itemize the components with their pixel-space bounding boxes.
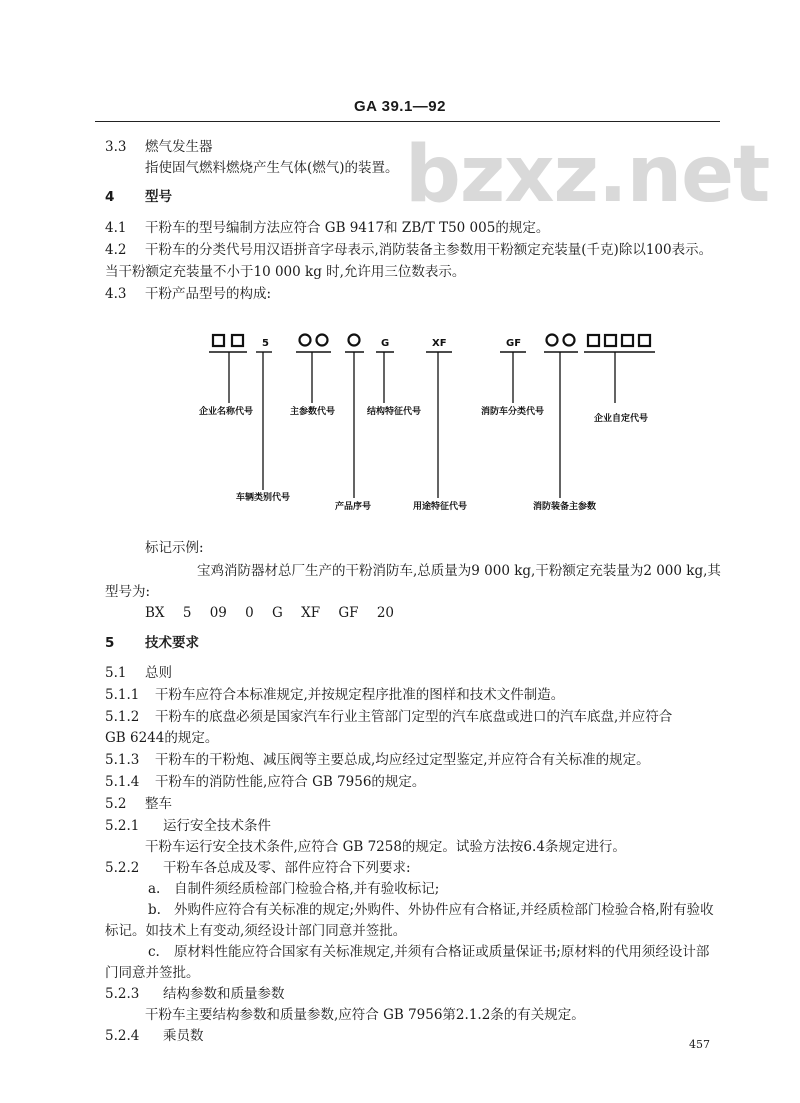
section-number: 5.2.2 (105, 860, 140, 876)
leader-lines (229, 352, 615, 498)
section-5-1-4 (105, 772, 425, 792)
page-number: 457 (689, 1038, 710, 1051)
circle-symbol (349, 335, 360, 346)
paragraph-text: 干粉车的消防性能,应符合 GB 7956的规定。 (155, 774, 426, 790)
section-5-1-heading (105, 663, 172, 683)
section-number: 5.1.2 (105, 709, 140, 725)
example-model-code: BX 5 09 0 G XF GF 20 (145, 605, 395, 621)
box-symbol (622, 335, 633, 346)
paragraph-text: 干粉车的底盘必须是国家汽车行业主管部门定型的汽车底盘或进口的汽车底盘,并应符合 (155, 709, 673, 725)
section-5-2-2 (105, 858, 411, 878)
example-text-continued: 型号为: (105, 584, 151, 600)
section-5-1-1 (105, 685, 564, 705)
section-5-2-heading (105, 794, 172, 814)
paragraph-text: 干粉车应符合本标准规定,并按规定程序批准的图样和技术文件制造。 (155, 687, 565, 703)
paragraph-text: 干粉车的型号编制方法应符合 GB 9417和 ZB/T T50 005的规定。 (145, 220, 550, 236)
circle-symbol (547, 335, 558, 346)
section-title: 乘员数 (163, 1028, 204, 1044)
section-number: 5.2 (105, 796, 127, 812)
section-5-1-2-continued: GB 6244的规定。 (105, 730, 219, 746)
section-number: 5.2.1 (105, 818, 140, 834)
section-5-2-4-heading (105, 1026, 204, 1046)
section-title: 整车 (145, 796, 172, 812)
paragraph-text: 干粉产品型号的构成: (145, 286, 272, 302)
item-b (148, 900, 714, 920)
item-text: 原材料性能应符合国家有关标准规定,并须有合格证或质量保证书;原材料的代用须经设计部 (174, 944, 710, 960)
section-title: 技术要求 (145, 635, 199, 651)
item-c (148, 942, 709, 962)
item-c-continued: 门同意并签批。 (105, 965, 200, 981)
item-a (148, 879, 439, 899)
standard-header: GA 39.1—92 (354, 98, 446, 115)
section-5-1-3 (105, 750, 650, 770)
circle-symbol (564, 335, 575, 346)
box-symbol (213, 335, 224, 346)
section-3-3-text: 指使固气燃料燃烧产生气体(燃气)的装置。 (145, 160, 399, 176)
section-number: 5.2.3 (105, 986, 140, 1002)
section-5-2-1-text: 干粉车运行安全技术条件,应符合 GB 7258的规定。试验方法按6.4条规定进行。 (145, 839, 626, 855)
item-marker: b. (148, 902, 161, 918)
item-marker: c. (148, 944, 160, 960)
section-number: 5.1.3 (105, 752, 140, 768)
label-usage-feature-code: 用途特征代号 (413, 502, 468, 512)
section-title: 燃气发生器 (145, 139, 213, 155)
box-symbol (588, 335, 599, 346)
label-main-param-code: 主参数代号 (290, 407, 336, 417)
item-b-continued: 标记。如技术上有变动,须经设计部门同意并签批。 (105, 923, 407, 939)
paragraph-text: 干粉车各总成及零、部件应符合下列要求: (163, 860, 411, 876)
label-vehicle-category-code: 车辆类别代号 (236, 493, 291, 503)
section-number: 4.2 (105, 242, 127, 258)
example-label: 标记示例: (145, 540, 204, 556)
section-title: 型号 (145, 189, 172, 205)
label-fire-vehicle-class-code: 消防车分类代号 (481, 407, 545, 417)
paragraph-text: 干粉车的干粉炮、减压阀等主要总成,均应经过定型鉴定,并应符合有关标准的规定。 (155, 752, 650, 768)
example-text: 宝鸡消防器材总厂生产的干粉消防车,总质量为9 000 kg,干粉额定充装量为2 000 kg,其 (197, 563, 721, 579)
paragraph-text: 干粉车的分类代号用汉语拼音字母表示,消防装备主参数用干粉额定充装量(千克)除以100表示。 (145, 242, 713, 258)
section-number: 4.3 (105, 286, 127, 302)
section-number: 5.1.4 (105, 774, 140, 790)
section-number: 3.3 (105, 139, 127, 155)
section-4-2-continued: 当干粉额定充装量不小于10 000 kg 时,允许用三位数表示。 (105, 264, 466, 280)
label-fire-equipment-main-param: 消防装备主参数 (533, 502, 597, 512)
item-marker: a. (148, 881, 161, 897)
watermark: bzxz.net (405, 130, 770, 220)
section-title: 运行安全技术条件 (163, 818, 271, 834)
label-product-serial: 产品序号 (335, 502, 372, 512)
section-5-heading (105, 633, 199, 653)
box-symbol (605, 335, 616, 346)
item-text: 外购件应符合有关标准的规定;外购件、外协件应有合格证,并经质检部门检验合格,附有验收 (174, 902, 714, 918)
label-structure-feature-code: 结构特征代号 (367, 407, 422, 417)
section-5-2-3-heading (105, 984, 285, 1004)
code-symbols (213, 335, 650, 350)
section-number: 5.1 (105, 665, 127, 681)
section-5-1-2 (105, 707, 672, 727)
section-number: 5 (105, 635, 115, 651)
section-title: 总则 (145, 665, 172, 681)
label-company-name-code: 企业名称代号 (199, 407, 254, 417)
diagram-labels (199, 405, 648, 512)
section-5-2-3-text: 干粉车主要结构参数和质量参数,应符合 GB 7956第2.1.2条的有关规定。 (145, 1007, 585, 1023)
section-number: 4 (105, 189, 115, 205)
section-title: 结构参数和质量参数 (163, 986, 285, 1002)
section-5-2-1-heading (105, 816, 271, 836)
code-structure: G (381, 338, 390, 349)
item-text: 自制件须经质检部门检验合格,并有验收标记; (174, 881, 440, 897)
box-symbol (639, 335, 650, 346)
label-company-custom-code: 企业自定代号 (594, 414, 649, 424)
code-usage: XF (432, 338, 447, 349)
circle-symbol (300, 335, 311, 346)
circle-symbol (317, 335, 328, 346)
box-symbol (232, 335, 243, 346)
code-fire-class: GF (506, 338, 522, 349)
section-number: 5.2.4 (105, 1028, 140, 1044)
code-vehicle-category: 5 (262, 338, 269, 349)
section-number: 5.1.1 (105, 687, 140, 703)
section-number: 4.1 (105, 220, 127, 236)
